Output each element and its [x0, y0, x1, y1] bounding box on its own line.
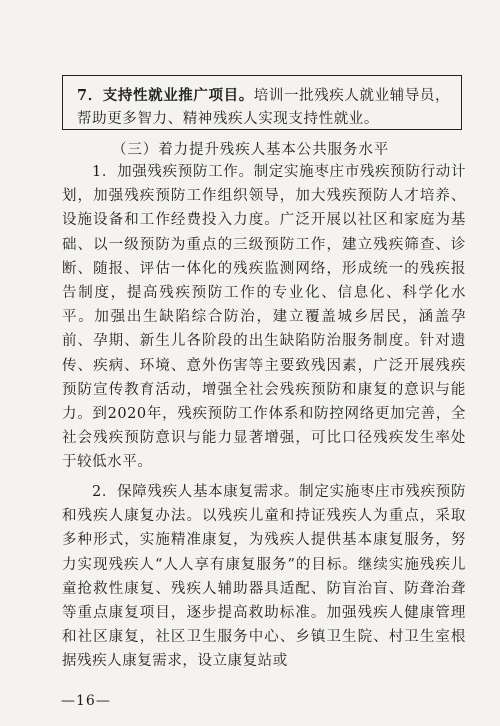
boxed-item-text	[77, 84, 451, 131]
boxed-item-title: 7．支持性就业推广项目。	[77, 87, 254, 104]
boxed-item-body: 培训一批残疾人就业辅导员，帮助更多智力、精神残疾人实现支持性就业。	[77, 88, 451, 127]
page-number: —16—	[61, 693, 111, 709]
boxed-item	[62, 75, 462, 130]
paragraph-rehabilitation: 2．保障残疾人基本康复需求。制定实施枣庄市残疾预防和残疾人康复办法。以残疾儿童和持证残疾人为重点，采取多种形式，实施精准康复，为残疾人提供基本康复服务，努力实现残疾人“人人享有康复服务”的目标。继续实施残疾儿童抢救性康复、残疾人辅助器具适配、防盲治盲、防聋治聋等重点康复项目，逐步提高救助标准。加强残疾人健康管理和社区康复，社区卫生服务中心、乡镇卫生院、村卫生室根据残疾人康复需求，设立康复站或	[62, 484, 466, 670]
paragraph-disability-prevention: 1．加强残疾预防工作。制定实施枣庄市残疾预防行动计划，加强残疾预防工作组织领导，加大残疾预防人才培养、设施设备和工作经费投入力度。广泛开展以社区和家庭为基础、以一级预防为重点的三级预防工作，建立残疾筛查、诊断、随报、评估一体化的残疾监测网络，形成统一的残疾报告制度，提高残疾预防工作的专业化、信息化、科学化水平。加强出生缺陷综合防治，建立覆盖城乡居民，涵盖孕前、孕期、新生儿各阶段的出生缺陷防治服务制度。针对遗传、疾病、环境、意外伤害等主要致残因素，广泛开展残疾预防宣传教育活动，增强全社会残疾预防和康复的意识与能力。到2020年，残疾预防工作体系和防控网络更加完善，全社会残疾预防意识与能力显著增强，可比口径残疾发生率处于较低水平。	[62, 164, 466, 471]
section-heading: （三）着力提升残疾人基本公共服务水平	[112, 142, 390, 158]
